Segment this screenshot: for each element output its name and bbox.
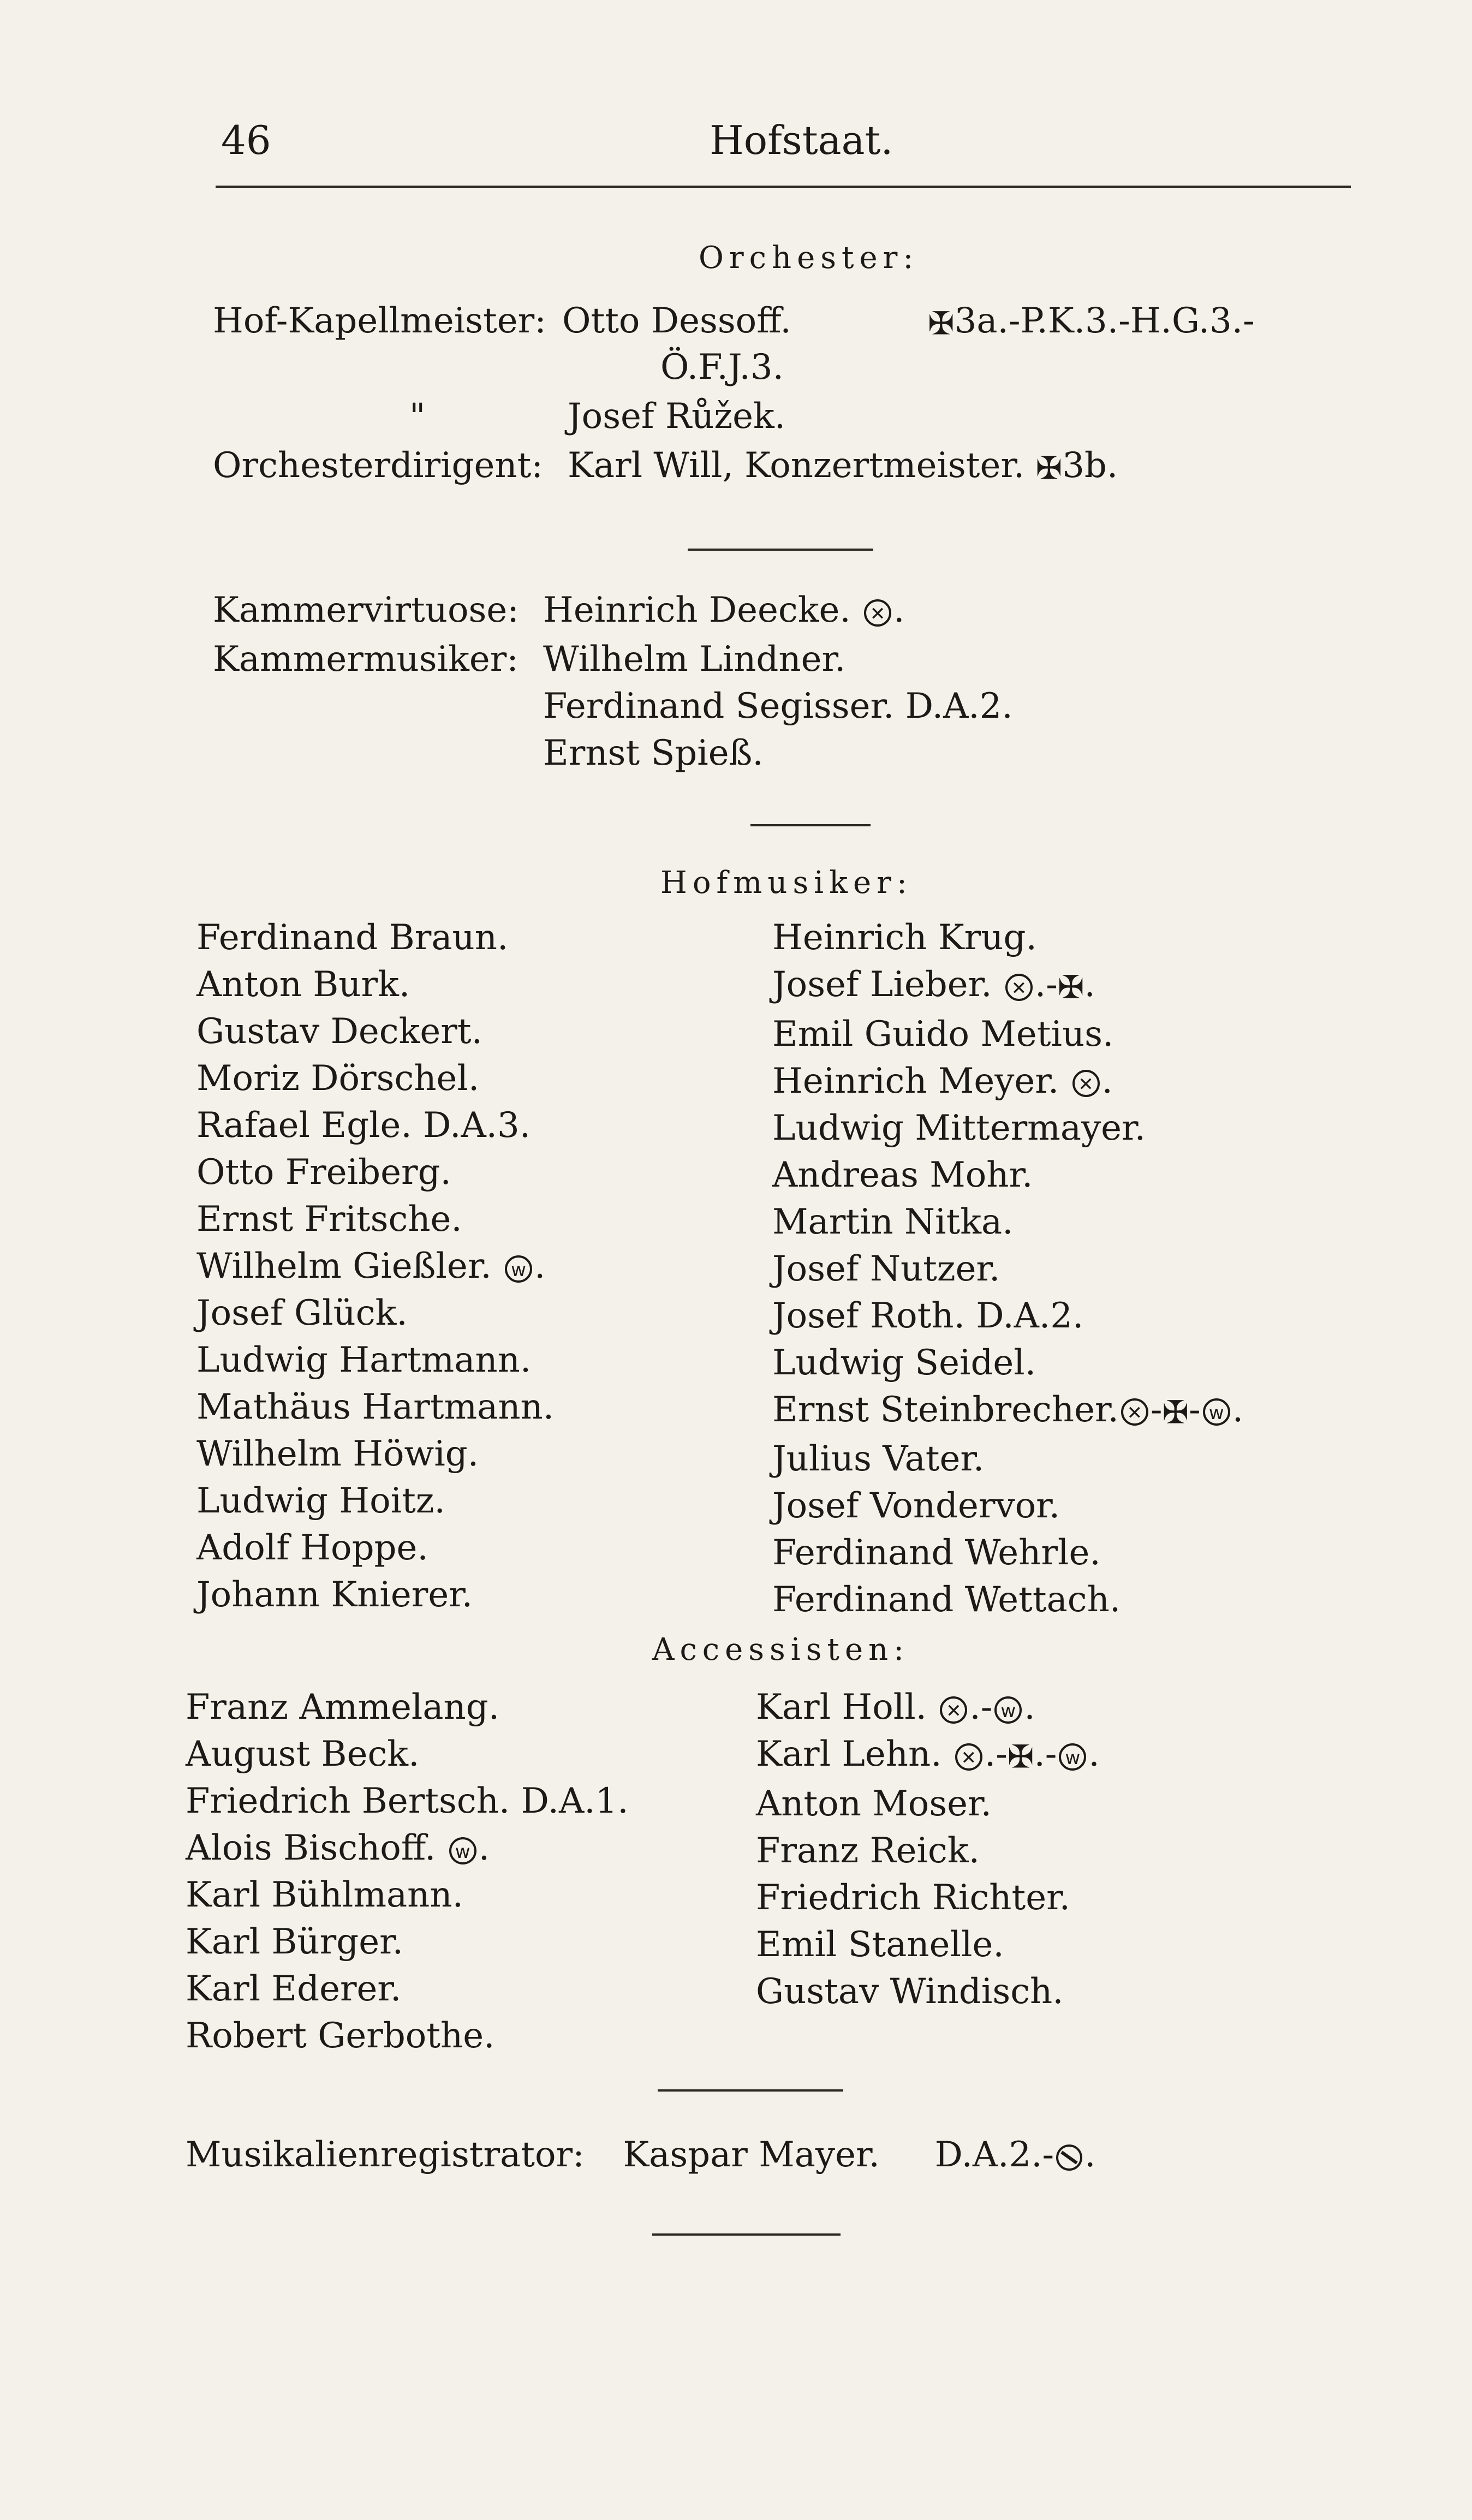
accessisten-right-column: [756, 1684, 1100, 2015]
section-divider: [750, 824, 871, 826]
list-item: Josef Lieber. ✕ .-✠.: [772, 964, 1095, 1006]
list-item: Ernst Steinbrecher. ✕ -✠- w .: [772, 1389, 1244, 1431]
list-item: Friedrich Richter.: [756, 1877, 1070, 1918]
registrator-label: Musikalienregistrator:: [186, 2135, 585, 2175]
section-divider: [658, 2089, 843, 2092]
section-divider: [688, 549, 873, 551]
list-item: Mathäus Hartmann.: [196, 1387, 555, 1427]
w-medal-icon: w: [1203, 1398, 1230, 1426]
list-item: Anton Burk.: [196, 964, 410, 1005]
list-item: Martin Nitka.: [772, 1201, 1014, 1242]
list-item: Heinrich Krug.: [772, 918, 1037, 958]
list-item: Otto Freiberg.: [196, 1152, 451, 1193]
medal-ribbon-icon: [1054, 2142, 1084, 2173]
list-item: Josef Roth. D.A.2.: [772, 1295, 1084, 1336]
list-item: Johann Knierer.: [196, 1575, 473, 1615]
kapellmeister-orders-line: [928, 297, 1255, 347]
list-item: Wilhelm Lindner.: [543, 639, 846, 680]
list-item: Josef Nutzer.: [772, 1248, 1000, 1289]
dirigent-line: [568, 442, 1118, 492]
hofmusiker-heading: Hofmusiker:: [660, 865, 913, 901]
list-item: Karl Bürger.: [186, 1922, 403, 1962]
list-item: Franz Ammelang.: [186, 1687, 500, 1727]
registrator-line: Musikalienregistrator: Kaspar Mayer. D.A.2.- .: [186, 2135, 1096, 2175]
list-item: Ferdinand Wehrle.: [772, 1533, 1101, 1573]
list-item: Karl Ederer.: [186, 1969, 402, 2009]
list-item: Gustav Windisch.: [756, 1971, 1064, 2012]
list-item: Ernst Spieß.: [543, 733, 764, 773]
list-item: Karl Holl. ✕ .- w .: [756, 1687, 1035, 1727]
hofmusiker-right-column: [772, 914, 1243, 1623]
crossed-swords-icon: ✕: [864, 599, 891, 627]
list-item: Josef Glück.: [196, 1293, 408, 1333]
crossed-swords-icon: ✕: [955, 1743, 982, 1771]
list-item: Josef Vondervor.: [772, 1486, 1060, 1526]
cross-icon: ✠: [1007, 1738, 1034, 1776]
cross-icon: ✠: [1057, 968, 1084, 1006]
w-medal-icon: w: [994, 1696, 1022, 1724]
hofmusiker-left-column: [196, 914, 554, 1618]
list-item: Ludwig Mittermayer.: [772, 1107, 1146, 1148]
kapellmeister-label: Hof-Kapellmeister:: [213, 301, 546, 341]
kammervirtuose-name: Heinrich Deecke.: [543, 590, 851, 630]
kapellmeister-name: Otto Dessoff.: [562, 301, 791, 341]
list-item: Franz Reick.: [756, 1830, 980, 1871]
second-name: Josef Růžek.: [568, 396, 786, 437]
accessisten-left-column: [186, 1684, 629, 2059]
list-item: Rafael Egle. D.A.3.: [196, 1105, 531, 1146]
list-item: Emil Guido Metius.: [772, 1014, 1114, 1055]
kammervirtuose-label: Kammervirtuose:: [213, 590, 519, 630]
page-number: 46: [221, 117, 271, 163]
list-item: Adolf Hoppe.: [196, 1528, 428, 1568]
cross-icon: ✠: [1035, 449, 1063, 487]
list-item: Ferdinand Wettach.: [772, 1580, 1121, 1620]
running-title: Hofstaat.: [710, 117, 893, 163]
cross-icon: ✠: [1162, 1393, 1189, 1431]
crossed-swords-icon: ✕: [1121, 1398, 1148, 1426]
dirigent-orders: 3b.: [1062, 445, 1118, 486]
crossed-swords-icon: ✕: [940, 1696, 967, 1724]
list-item: Karl Bühlmann.: [186, 1875, 463, 1915]
list-item: Ludwig Hoitz.: [196, 1481, 445, 1521]
registrator-orders: D.A.2.-: [934, 2135, 1054, 2175]
kammermusiker-label: Kammermusiker:: [213, 639, 519, 680]
dirigent-label: Orchesterdirigent:: [213, 445, 543, 486]
list-item: Ferdinand Segisser. D.A.2.: [543, 686, 1013, 726]
kapellmeister-orders-cont: Ö.F.J.3.: [660, 347, 784, 388]
list-item: Gustav Deckert.: [196, 1011, 482, 1052]
list-item: Ferdinand Braun.: [196, 918, 509, 958]
kammervirtuose-line: Heinrich Deecke. ✕ .: [543, 590, 905, 630]
list-item: Ludwig Hartmann.: [196, 1340, 532, 1380]
orchester-heading: Orchester:: [699, 240, 919, 276]
list-item: Wilhelm Höwig.: [196, 1434, 479, 1474]
list-item: Wilhelm Gießler. w .: [196, 1246, 546, 1286]
kapellmeister-orders: 3a.-P.K.3.-H.G.3.-: [954, 301, 1255, 341]
crossed-swords-icon: ✕: [1072, 1070, 1100, 1097]
list-item: August Beck.: [186, 1734, 420, 1774]
list-item: Friedrich Bertsch. D.A.1.: [186, 1781, 629, 1821]
w-medal-icon: w: [449, 1837, 476, 1864]
accessisten-heading: Accessisten:: [652, 1632, 910, 1667]
w-medal-icon: w: [1059, 1743, 1086, 1771]
list-item: Ernst Fritsche.: [196, 1199, 462, 1240]
crossed-swords-icon: ✕: [1005, 974, 1033, 1001]
list-item: Moriz Dörschel.: [196, 1058, 480, 1099]
header-rule: [216, 186, 1351, 188]
registrator-name: Kaspar Mayer.: [623, 2135, 880, 2175]
ditto-mark: ": [409, 396, 426, 437]
list-item: Emil Stanelle.: [756, 1924, 1004, 1965]
list-item: Ludwig Seidel.: [772, 1342, 1036, 1383]
list-item: Heinrich Meyer. ✕ .: [772, 1061, 1113, 1101]
kammermusiker-list: [543, 636, 1013, 777]
list-item: Robert Gerbothe.: [186, 2016, 495, 2056]
dirigent-name: Karl Will, Konzertmeister.: [568, 445, 1025, 486]
list-item: Karl Lehn. ✕ .-✠.- w .: [756, 1734, 1100, 1776]
w-medal-icon: w: [505, 1255, 532, 1283]
list-item: Alois Bischoff. w .: [186, 1828, 490, 1868]
cross-icon: ✠: [928, 305, 955, 342]
list-item: Andreas Mohr.: [772, 1154, 1033, 1195]
list-item: Julius Vater.: [772, 1439, 985, 1479]
list-item: Anton Moser.: [756, 1783, 992, 1824]
section-divider: [652, 2233, 841, 2236]
